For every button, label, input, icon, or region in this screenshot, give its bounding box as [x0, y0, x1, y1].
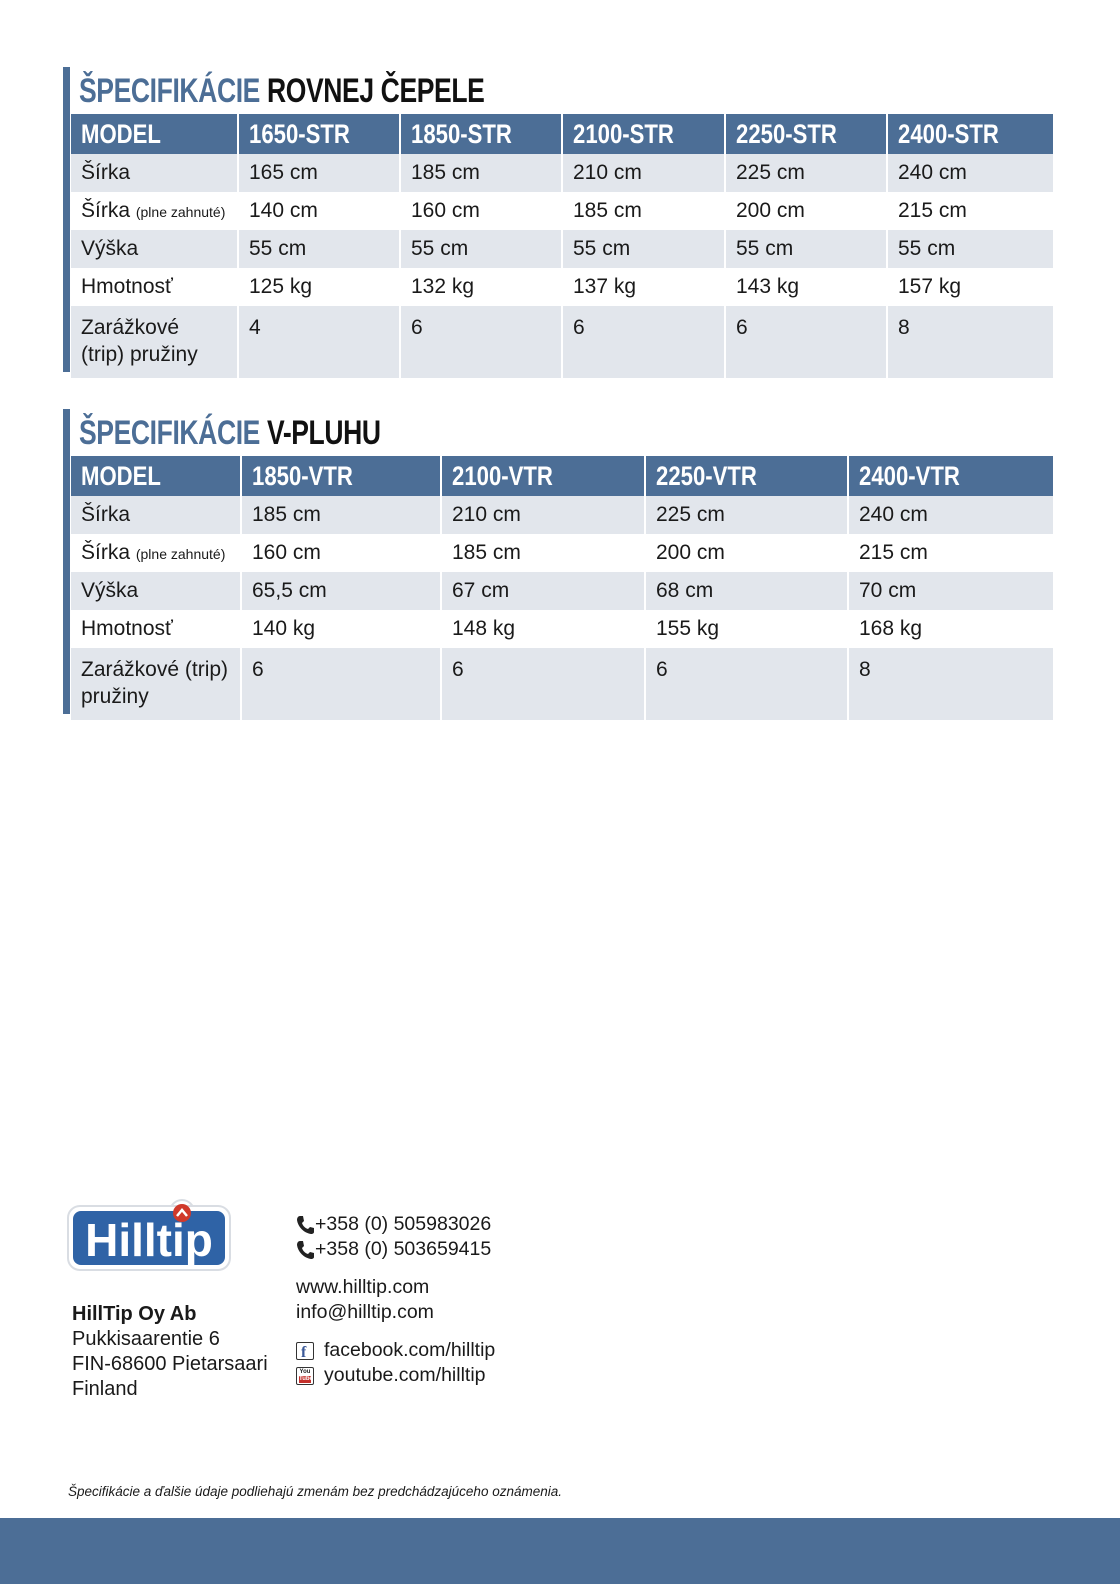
table-cell: 148 kg	[441, 610, 645, 648]
table-cell: 210 cm	[441, 496, 645, 534]
disclaimer-footnote: Špecifikácie a ďalšie údaje podliehajú zmenám bez predchádzajúceho oznámenia.	[68, 1484, 562, 1499]
header-model-column: 2400-VTR	[848, 456, 1054, 496]
hilltip-logo	[66, 1198, 232, 1274]
table-cell: 185 cm	[400, 154, 562, 192]
table-cell: 68 cm	[645, 572, 848, 610]
table-cell: 225 cm	[645, 496, 848, 534]
table-cell: 67 cm	[441, 572, 645, 610]
row-label: Šírka (plne zahnuté)	[71, 192, 238, 230]
company-country: Finland	[72, 1378, 138, 1400]
table-cell: 140 kg	[241, 610, 441, 648]
table-cell: 6	[241, 648, 441, 720]
youtube-icon: You Tube	[296, 1367, 314, 1385]
email-link[interactable]: info@hilltip.com	[296, 1301, 434, 1323]
table-cell: 55 cm	[562, 230, 725, 268]
row-label: Šírka	[71, 154, 238, 192]
table-row	[71, 648, 1054, 720]
table-cell: 6	[562, 306, 725, 378]
header-model-column: 2100-STR	[562, 114, 725, 154]
youtube-row	[296, 1363, 495, 1388]
table-cell: 8	[887, 306, 1054, 378]
row-label: Zarážkové (trip) pružiny	[71, 648, 241, 720]
table-cell: 200 cm	[645, 534, 848, 572]
table-cell: 215 cm	[887, 192, 1054, 230]
v-plow-title: ŠPECIFIKÁCIE V-PLUHU	[79, 414, 381, 452]
table-row	[71, 306, 1054, 378]
table-cell: 8	[848, 648, 1054, 720]
table-row	[71, 268, 1054, 306]
table-row	[71, 192, 1054, 230]
straight-blade-spec-table	[71, 114, 1055, 378]
v-plow-spec-table	[71, 456, 1055, 720]
facebook-link[interactable]: facebook.com/hilltip	[324, 1339, 496, 1361]
v-plow-section	[63, 409, 1054, 714]
table-row	[71, 230, 1054, 268]
table-cell: 160 cm	[241, 534, 441, 572]
table-cell: 185 cm	[441, 534, 645, 572]
table-cell: 185 cm	[241, 496, 441, 534]
table-cell: 6	[725, 306, 887, 378]
header-model-column: 1850-VTR	[241, 456, 441, 496]
table-row	[71, 496, 1054, 534]
table-row	[71, 534, 1054, 572]
phone-2-link[interactable]: +358 (0) 503659415	[315, 1238, 492, 1260]
table-header-row	[71, 114, 1054, 154]
table-cell: 55 cm	[887, 230, 1054, 268]
section-accent-bar	[63, 409, 70, 714]
youtube-link[interactable]: youtube.com/hilltip	[324, 1364, 486, 1386]
row-label: Šírka (plne zahnuté)	[71, 534, 241, 572]
company-street: Pukkisaarentie 6	[72, 1328, 220, 1350]
table-cell: 165 cm	[238, 154, 400, 192]
header-model: MODEL	[71, 114, 238, 154]
facebook-icon	[296, 1342, 314, 1360]
row-label: Výška	[71, 230, 238, 268]
table-cell: 55 cm	[725, 230, 887, 268]
table-cell: 157 kg	[887, 268, 1054, 306]
table-cell: 6	[645, 648, 848, 720]
header-model-column: 2250-STR	[725, 114, 887, 154]
table-cell: 55 cm	[400, 230, 562, 268]
table-cell: 210 cm	[562, 154, 725, 192]
company-name: HillTip Oy Ab	[72, 1303, 197, 1325]
straight-blade-title: ŠPECIFIKÁCIE ROVNEJ ČEPELE	[79, 72, 485, 110]
footer-band	[0, 1518, 1120, 1584]
table-cell: 125 kg	[238, 268, 400, 306]
phone-row-2	[296, 1237, 495, 1262]
header-model: MODEL	[71, 456, 241, 496]
row-label: Šírka	[71, 496, 241, 534]
table-header-row	[71, 456, 1054, 496]
phone-row-1	[296, 1212, 495, 1237]
header-model-column: 1650-STR	[238, 114, 400, 154]
company-city: FIN-68600 Pietarsaari	[72, 1353, 268, 1375]
header-model-column: 1850-STR	[400, 114, 562, 154]
table-cell: 65,5 cm	[241, 572, 441, 610]
contact-block	[296, 1212, 495, 1388]
phone-icon	[296, 1240, 314, 1260]
header-model-column: 2250-VTR	[645, 456, 848, 496]
table-cell: 70 cm	[848, 572, 1054, 610]
table-cell: 132 kg	[400, 268, 562, 306]
table-row	[71, 154, 1054, 192]
table-cell: 4	[238, 306, 400, 378]
table-cell: 137 kg	[562, 268, 725, 306]
facebook-row	[296, 1338, 495, 1363]
table-cell: 6	[441, 648, 645, 720]
row-label: Výška	[71, 572, 241, 610]
table-cell: 155 kg	[645, 610, 848, 648]
table-cell: 168 kg	[848, 610, 1054, 648]
table-cell: 6	[400, 306, 562, 378]
table-cell: 200 cm	[725, 192, 887, 230]
table-cell: 143 kg	[725, 268, 887, 306]
table-cell: 185 cm	[562, 192, 725, 230]
table-cell: 215 cm	[848, 534, 1054, 572]
section-accent-bar	[63, 67, 70, 372]
table-cell: 240 cm	[887, 154, 1054, 192]
phone-1-link[interactable]: +358 (0) 505983026	[315, 1213, 492, 1235]
table-row	[71, 572, 1054, 610]
header-model-column: 2400-STR	[887, 114, 1054, 154]
phone-icon	[296, 1215, 314, 1235]
table-cell: 140 cm	[238, 192, 400, 230]
table-cell: 55 cm	[238, 230, 400, 268]
company-address	[72, 1302, 268, 1402]
header-model-column: 2100-VTR	[441, 456, 645, 496]
row-label: Zarážkové (trip) pružiny	[71, 306, 238, 378]
svg-text:Hilltip: Hilltip	[85, 1214, 213, 1266]
row-label: Hmotnosť	[71, 610, 241, 648]
table-cell: 160 cm	[400, 192, 562, 230]
straight-blade-section	[63, 67, 1054, 372]
table-cell: 240 cm	[848, 496, 1054, 534]
table-row	[71, 610, 1054, 648]
row-label: Hmotnosť	[71, 268, 238, 306]
website-link[interactable]: www.hilltip.com	[296, 1276, 430, 1298]
table-cell: 225 cm	[725, 154, 887, 192]
